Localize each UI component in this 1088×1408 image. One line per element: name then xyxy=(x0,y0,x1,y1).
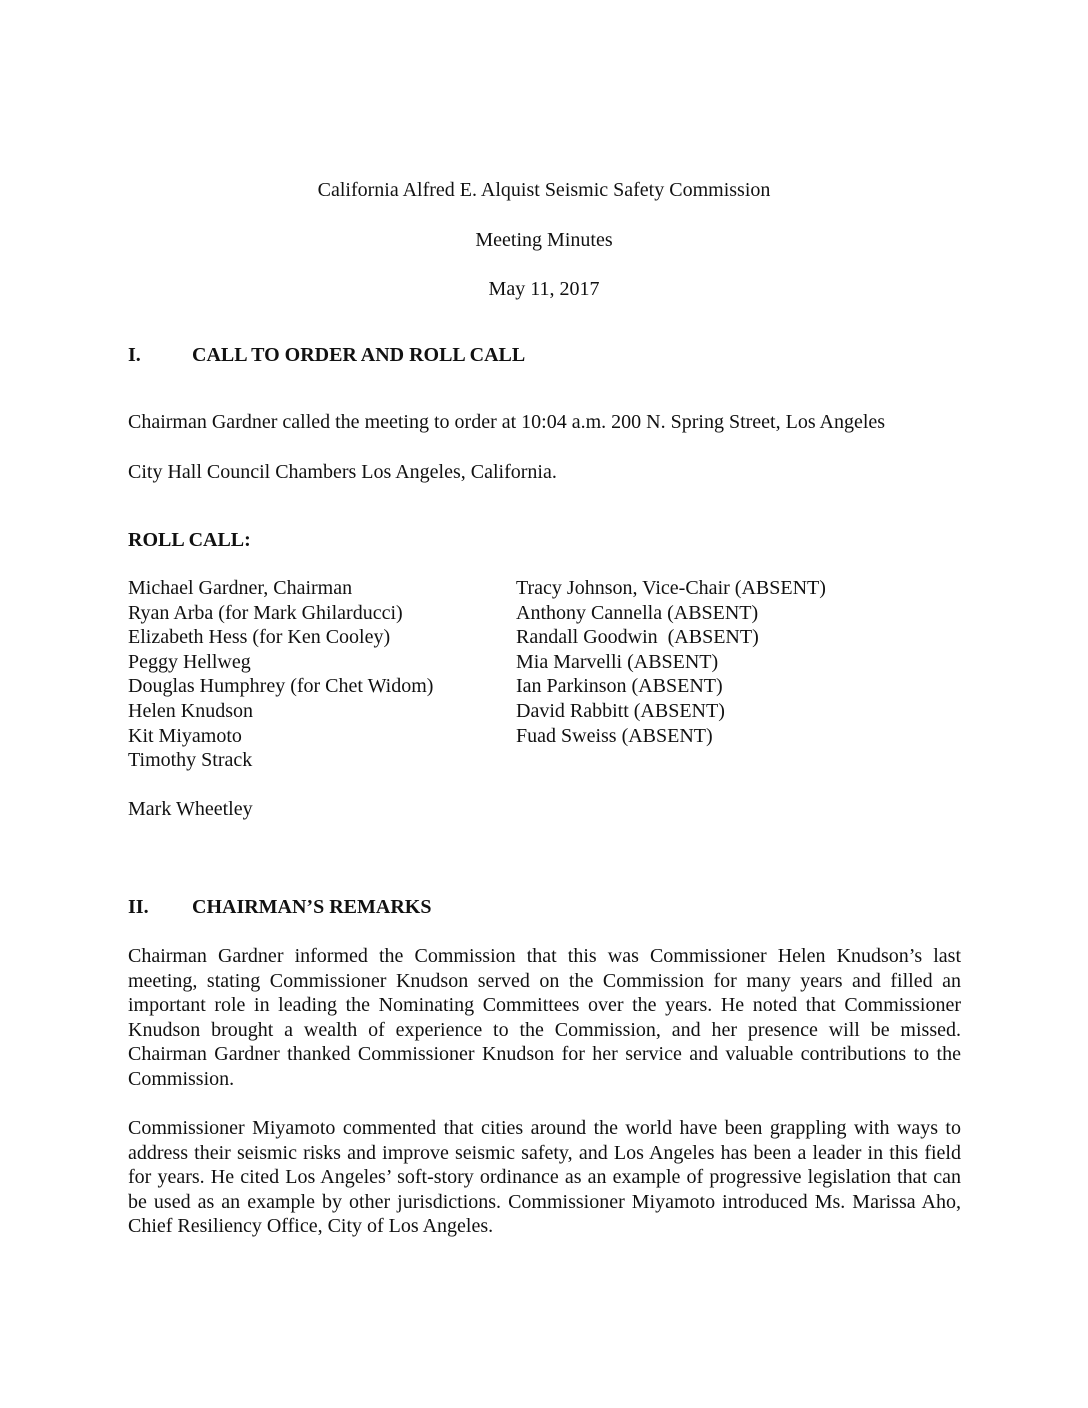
roll-call-absent-member: Randall Goodwin (ABSENT) xyxy=(516,626,759,649)
roll-call-label: ROLL CALL: xyxy=(128,529,251,551)
roll-call-member: Ryan Arba (for Mark Ghilarducci) xyxy=(128,601,403,624)
roll-call-member: Elizabeth Hess (for Ken Cooley) xyxy=(128,626,391,649)
roll-call-member: Peggy Hellweg xyxy=(128,650,251,673)
roll-call-absent-member: David Rabbitt (ABSENT) xyxy=(516,699,725,722)
roll-call-member: Helen Knudson xyxy=(128,699,253,722)
roll-call-member: Timothy Strack xyxy=(128,749,253,772)
roll-call-absent-list xyxy=(516,576,826,748)
roll-call-member-extra: Mark Wheetley xyxy=(128,798,253,820)
meeting-date: May 11, 2017 xyxy=(488,278,600,300)
roll-call-absent-member: Anthony Cannella (ABSENT) xyxy=(516,601,759,624)
call-to-order-line-2: City Hall Council Chambers Los Angeles, California. xyxy=(128,461,557,483)
roll-call-absent-member: Tracy Johnson, Vice-Chair (ABSENT) xyxy=(516,577,826,599)
roll-call-absent-member: Ian Parkinson (ABSENT) xyxy=(516,675,723,698)
roll-call-present-list xyxy=(128,576,433,773)
chairman-remarks-paragraph-2: Commissioner Miyamoto commented that cities around the world have been grappling with ways to address their seismic risks and improve seismic safety, and Los Angeles has been a leader in this field for years. He cited Los Angeles’ soft-story ordinance as an example of progressive legislation that can be used as an example by other jurisdictions. Commissioner Miyamoto introduced Ms. Marissa Aho, Chief Resiliency Office, City of Los Angeles. xyxy=(128,1117,961,1238)
section-1-title: CALL TO ORDER AND ROLL CALL xyxy=(192,344,526,366)
document-type: Meeting Minutes xyxy=(475,229,613,251)
call-to-order-line-1: Chairman Gardner called the meeting to order at 10:04 a.m. 200 N. Spring Street, Los Angeles xyxy=(128,411,886,433)
roll-call-member: Kit Miyamoto xyxy=(128,724,242,747)
roll-call-absent-member: Mia Marvelli (ABSENT) xyxy=(516,650,719,673)
section-2-title: CHAIRMAN’S REMARKS xyxy=(192,896,432,918)
roll-call-member: Douglas Humphrey (for Chet Widom) xyxy=(128,675,434,698)
organization-title: California Alfred E. Alquist Seismic Safety Commission xyxy=(317,179,771,201)
chairman-remarks-paragraph-1: Chairman Gardner informed the Commission that this was Commissioner Helen Knudson’s last meeting, stating Commissioner Knudson served on the Commission for many years and filled an important role in leading the Nominating Committees over the years. He noted that Commissioner Knudson brought a wealth of experience to the Commission, and her presence will be missed. Chairman Gardner thanked Commissioner Knudson for her service and valuable contributions to the Commission. xyxy=(128,945,961,1090)
section-2-numeral: II. xyxy=(128,896,149,918)
roll-call-absent-member: Fuad Sweiss (ABSENT) xyxy=(516,724,713,747)
section-1-numeral: I. xyxy=(128,344,141,366)
roll-call-member: Michael Gardner, Chairman xyxy=(128,577,353,599)
